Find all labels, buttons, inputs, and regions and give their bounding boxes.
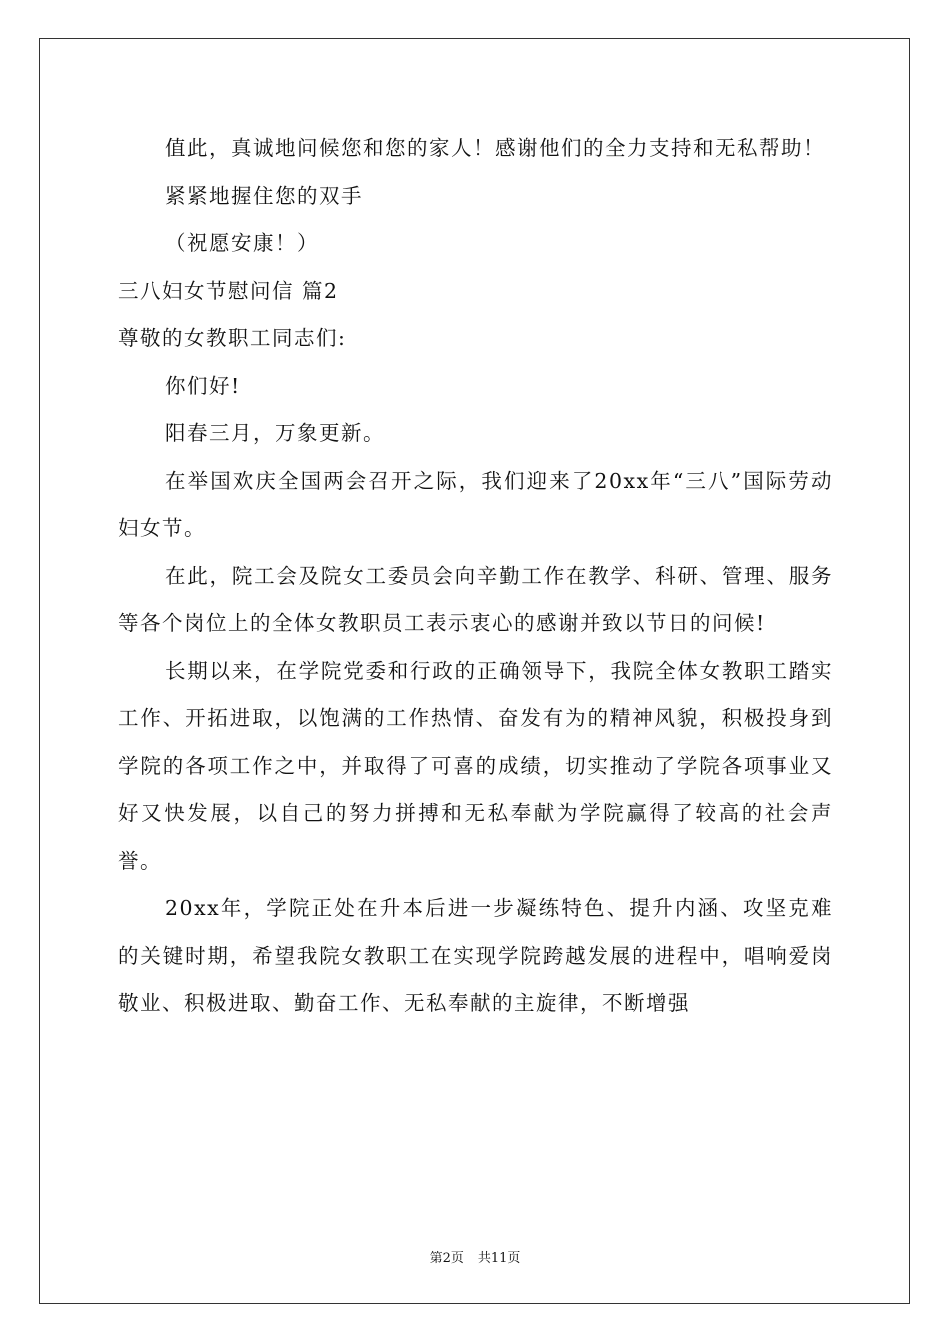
paragraph-spring: 阳春三月，万象更新。 (165, 421, 385, 445)
salutation: 尊敬的女教职工同志们: (118, 326, 347, 350)
page-total: 共11页 (477, 1251, 521, 1266)
paragraph-thanks: 在此，院工会及院女工委员会向辛勤工作在教学、科研、管理、服务等各个岗位上的全体女教职员工表示衷心的感谢并致以节日的问候! (118, 563, 833, 635)
paragraph-hello: 你们好! (165, 373, 241, 398)
paragraph-achievements: 长期以来，在学院党委和行政的正确领导下，我院全体女教职工踏实工作、开拓进取，以饱满的工作热情、奋发有为的精神风貌，积极投身到学院的各项工作之中，并取得了可喜的成绩，切实推动了学院各项事业又好又快发展，以自己的努力拼搏和无私奉献为学院赢得了较高的社会声誉。 (118, 658, 833, 873)
paragraph-wishes: （祝愿安康！） (165, 231, 319, 255)
paragraph-handshake: 紧紧地握住您的双手 (165, 183, 363, 208)
paragraph-outlook: 20xx年，学院正处在升本后进一步凝练特色、提升内涵、攻坚克难的关键时期，希望我院女教职工在实现学院跨越发展的进程中，唱响爱岗敬业、积极进取、勤奋工作、无私奉献的主旋律，不断增强 (118, 896, 833, 1015)
paragraph-festival: 在举国欢庆全国两会召开之际，我们迎来了20xx年“三八”国际劳动妇女节。 (118, 468, 833, 540)
page-footer (0, 1247, 950, 1266)
page-number: 第2页 (429, 1251, 464, 1266)
section-heading: 三八妇女节慰问信 篇2 (118, 278, 339, 303)
document-body (118, 125, 833, 1028)
paragraph-greeting: 值此，真诚地问候您和您的家人！感谢他们的全力支持和无私帮助！ (165, 136, 825, 160)
